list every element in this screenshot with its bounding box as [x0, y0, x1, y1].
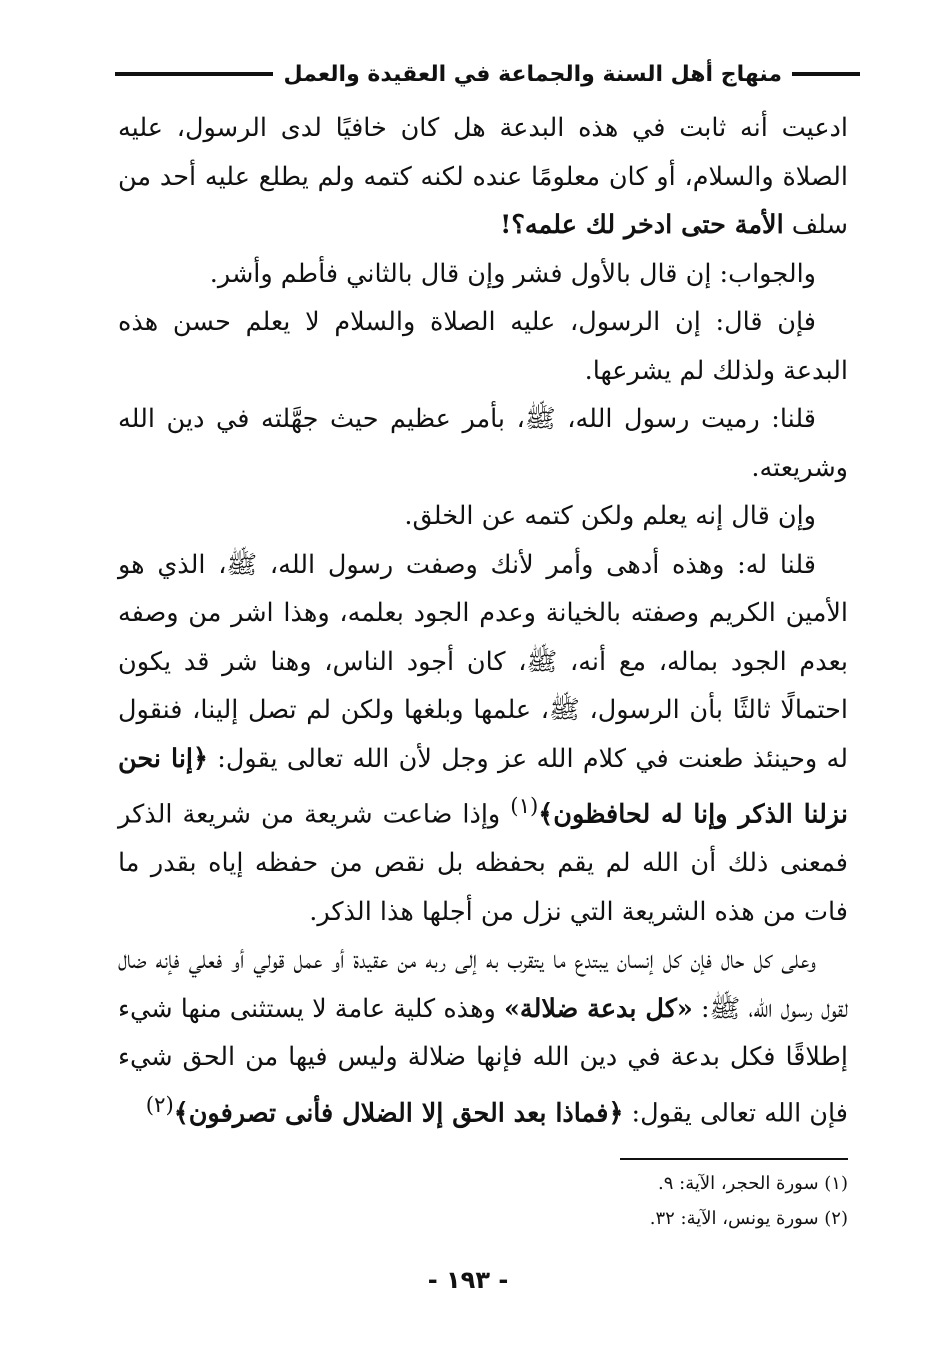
page-number: - ١٩٣ -: [427, 1266, 509, 1294]
paragraph-6: [118, 541, 848, 937]
paragraph-7-text-a: وعلى كل حال فإن كل إنسان يبتدع ما يتقرب به إلى ربه من عقيدة أو عمل قولي أو فعلي فإنه ضال لقول رسول الله، ﷺ:: [118, 945, 848, 1024]
paragraph-7: [118, 936, 848, 1138]
paragraph-6-text-b: وإذا ضاعت شريعة من شريعة الذكر فمعنى ذلك أن الله لم يقم بحفظه بل نقص من حفظه إياه بقدر ما فات من هذه الشريعة التي نزل من أجلها هذا الذكر.: [118, 799, 849, 927]
hadith-quote: «كل بدعة ضلالة»: [503, 993, 693, 1024]
paragraph-3: فإن قال: إن الرسول، عليه الصلاة والسلام لا يعلم حسن هذه البدعة ولذلك لم يشرعها.: [118, 307, 848, 386]
running-header: [115, 58, 860, 90]
paragraph-6-text-a: قلنا له: وهذه أدهى وأمر لأنك وصفت رسول الله، ﷺ، الذي هو الأمين الكريم وصفته بالخيانة وعدم الجود بعلمه، وهذا اشر من وصفه بعدم الجود بماله، مع أنه، ﷺ، كان أجود الناس، وهنا شر قد يكون احتمالًا ثالثًا بأن الرسول، ﷺ، علمها وبلغها ولكن لم تصل إلينا، فنقول له وحينئذ طعنت في كلام الله عز وجل لأن الله تعالى يقول:: [118, 549, 848, 774]
footnote-ref-2: (٢): [145, 1092, 174, 1118]
header-rule-left: [115, 72, 273, 76]
paragraph-4: قلنا: رميت رسول الله، ﷺ، بأمر عظيم حيث جهَّلته في دين الله وشريعته.: [118, 404, 848, 483]
header-title: منهاج أهل السنة والجماعة في العقيدة والعمل: [283, 61, 782, 87]
quran-quote-1: ﴿إنا نحن نزلنا الذكر وإنا له لحافظون﴾: [118, 743, 849, 830]
footnote-ref-1: (١): [510, 794, 539, 819]
paragraph-7-text-b: وهذه كلية عامة لا يستثنى منها شيء إطلاقًا فكل بدعة في دين الله فإنها ضلالة وليس فيها من الحق شيء فإن الله تعالى يقول:: [118, 993, 848, 1128]
paragraph-2: والجواب: إن قال بالأول فشر وإن قال بالثاني فأطم وأشر.: [209, 258, 816, 289]
paragraph-5: وإن قال إنه يعلم ولكن كتمه عن الخلق.: [404, 501, 816, 531]
footnotes: [400, 1166, 848, 1236]
footnote-1: (١) سورة الحجر، الآية: ٩.: [658, 1173, 848, 1194]
paragraph-1-bold: الأمة حتى ادخر لك علمه؟!: [500, 210, 784, 240]
quran-quote-2: ﴿فماذا بعد الحق إلا الضلال فأنى تصرفون﴾: [173, 1098, 624, 1128]
paragraph-1: [118, 104, 848, 250]
header-rule-right: [792, 72, 860, 76]
main-text: [118, 104, 848, 1138]
paragraph-1-text: ادعيت أنه ثابت في هذه البدعة هل كان خافيًا لدى الرسول، عليه الصلاة والسلام، أو كان معلومًا عنده لكنه كتمه ولم يطلع عليه أحد من سلف: [118, 113, 848, 240]
footnote-2: (٢) سورة يونس، الآية: ٣٢.: [649, 1208, 848, 1229]
footnote-separator: [620, 1158, 848, 1160]
